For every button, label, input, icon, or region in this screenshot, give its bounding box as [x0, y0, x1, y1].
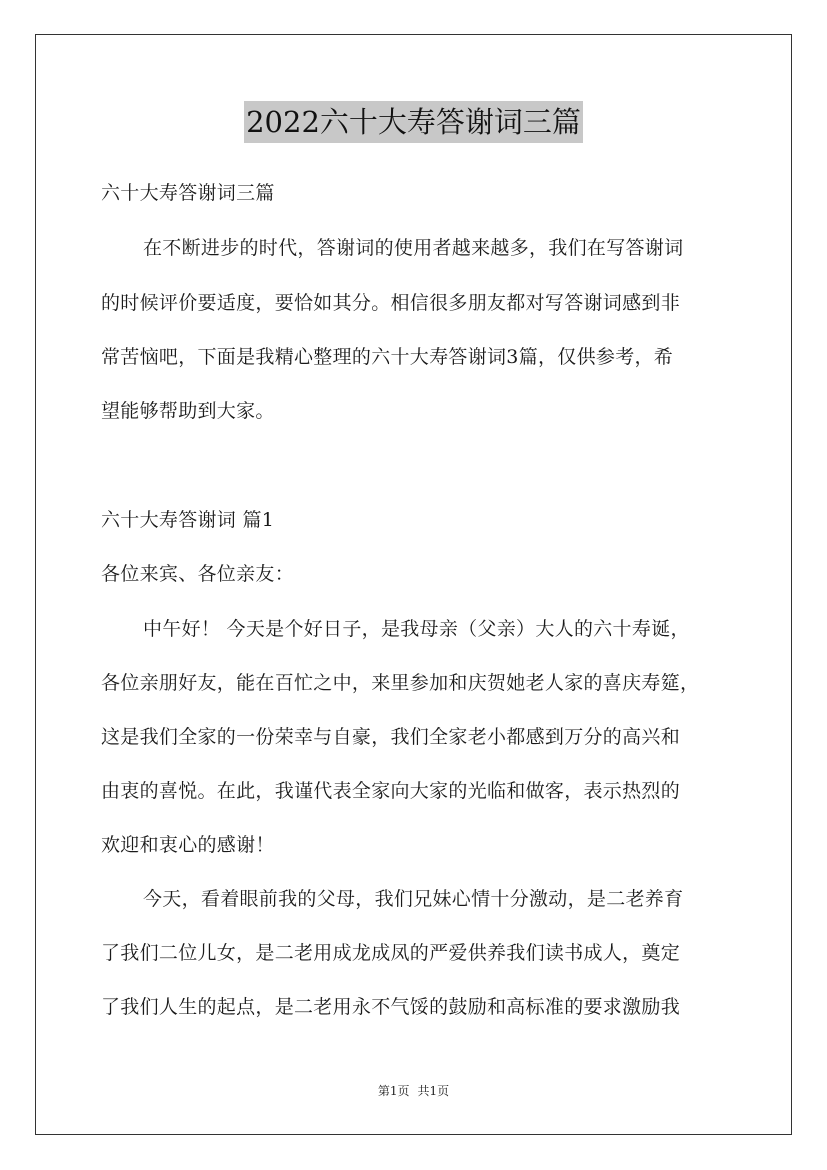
para1-line-2: 各位亲朋好友，能在百忙之中，来里参加和庆贺她老人家的喜庆寿筵，: [101, 672, 700, 694]
document-subtitle: 六十大寿答谢词三篇: [101, 182, 275, 204]
intro-line-4: 望能够帮助到大家。: [101, 400, 275, 422]
para2-line-1: 今天，看着眼前我的父母，我们兄妹心情十分激动，是二老养育: [143, 888, 684, 910]
page-footer: [0, 1083, 827, 1099]
para1-line-4: 由衷的喜悦。在此，我谨代表全家向大家的光临和做客，表示热烈的: [101, 780, 681, 802]
para1-line-5: 欢迎和衷心的感谢！: [101, 834, 275, 856]
document-title: 2022六十大寿答谢词三篇: [244, 101, 583, 143]
page-number: 第1页: [377, 1084, 410, 1098]
para1-line-3: 这是我们全家的一份荣幸与自豪，我们全家老小都感到万分的高兴和: [101, 726, 681, 748]
para2-line-2: 了我们二位儿女，是二老用成龙成凤的严爱供养我们读书成人，奠定: [101, 942, 681, 964]
section1-heading: 六十大寿答谢词 篇1: [101, 509, 275, 531]
page-total: 共1页: [417, 1084, 450, 1098]
title-container: [0, 101, 827, 143]
para2-line-3: 了我们人生的起点，是二老用永不气馁的鼓励和高标准的要求激励我: [101, 996, 681, 1018]
intro-line-3: 常苦恼吧，下面是我精心整理的六十大寿答谢词3篇，仅供参考，希: [101, 346, 674, 368]
greeting-line: 各位来宾、各位亲友：: [101, 563, 295, 585]
para1-line-1: 中午好！ 今天是个好日子，是我母亲（父亲）大人的六十寿诞，: [143, 618, 690, 640]
intro-line-1: 在不断进步的时代，答谢词的使用者越来越多，我们在写答谢词: [143, 237, 684, 259]
intro-line-2: 的时候评价要适度，要恰如其分。相信很多朋友都对写答谢词感到非: [101, 292, 681, 314]
